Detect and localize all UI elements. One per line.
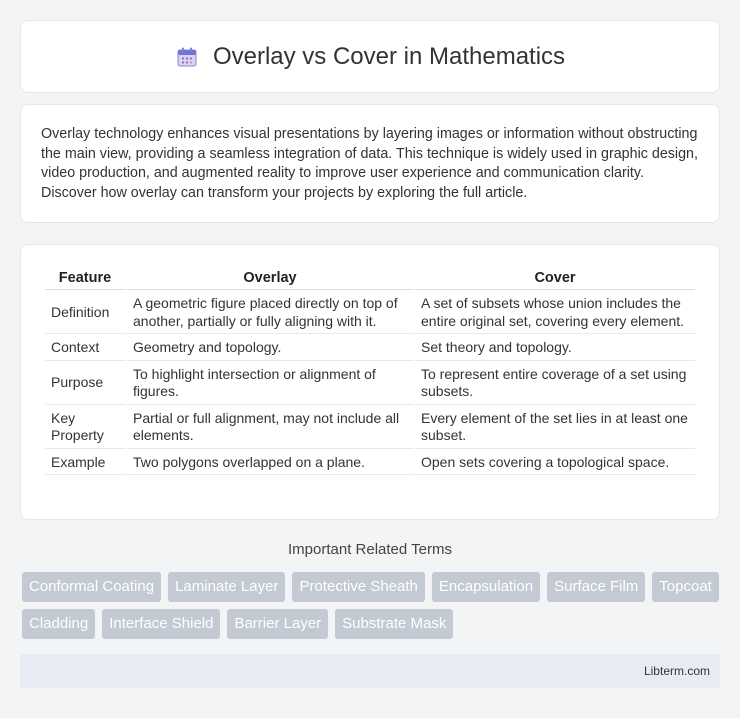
intro-text: Overlay technology enhances visual presentations by layering images or information without obstructing the main view, providing a seamless integration of data. This technique is widely used in graphic design, video production, and augmented reality to improve user experience and communication clarity. Discover how overlay can transform your projects by exploring the full article.: [41, 126, 698, 201]
cell-cover: To represent entire coverage of a set using subsets.: [415, 363, 695, 405]
header-overlay: Overlay: [127, 267, 413, 290]
cell-overlay: Geometry and topology.: [127, 336, 413, 361]
tag-substrate-mask[interactable]: Substrate Mask: [335, 609, 453, 639]
calendar-icon: [175, 45, 199, 69]
tag-cladding[interactable]: Cladding: [22, 609, 95, 639]
cell-overlay: Partial or full alignment, may not include all elements.: [127, 407, 413, 449]
tag-conformal-coating[interactable]: Conformal Coating: [22, 572, 161, 602]
cell-cover: Every element of the set lies in at least one subset.: [415, 407, 695, 449]
comparison-table: [43, 265, 697, 477]
tag-topcoat[interactable]: Topcoat: [652, 572, 719, 602]
cell-feature: Purpose: [45, 363, 125, 405]
cell-overlay: To highlight intersection or alignment of figures.: [127, 363, 413, 405]
cell-feature: Definition: [45, 292, 125, 334]
header-feature: Feature: [45, 267, 125, 290]
tag-barrier-layer[interactable]: Barrier Layer: [227, 609, 328, 639]
table-row: [45, 336, 695, 361]
intro-card: [20, 104, 720, 223]
table-row: [45, 451, 695, 476]
cell-feature: Example: [45, 451, 125, 476]
comparison-card: [20, 244, 720, 520]
tag-protective-sheath[interactable]: Protective Sheath: [292, 572, 424, 602]
cell-feature: Key Property: [45, 407, 125, 449]
related-terms-list: [22, 572, 722, 639]
footer-site-link[interactable]: Libterm.com: [643, 664, 710, 678]
page-title: Overlay vs Cover in Mathematics: [212, 42, 566, 70]
cell-overlay: Two polygons overlapped on a plane.: [127, 451, 413, 476]
footer: [20, 654, 720, 688]
cell-cover: Set theory and topology.: [415, 336, 695, 361]
table-row: [45, 363, 695, 405]
cell-cover: A set of subsets whose union includes the entire original set, covering every element.: [415, 292, 695, 334]
cell-cover: Open sets covering a topological space.: [415, 451, 695, 476]
header-card: [20, 20, 720, 93]
tag-interface-shield[interactable]: Interface Shield: [102, 609, 220, 639]
table-header-row: [45, 267, 695, 290]
tag-surface-film[interactable]: Surface Film: [547, 572, 645, 602]
tag-encapsulation[interactable]: Encapsulation: [432, 572, 540, 602]
cell-overlay: A geometric figure placed directly on top of another, partially or fully aligning with it.: [127, 292, 413, 334]
related-terms-title: Important Related Terms: [288, 541, 452, 558]
cell-feature: Context: [45, 336, 125, 361]
tag-laminate-layer[interactable]: Laminate Layer: [168, 572, 285, 602]
table-row: [45, 292, 695, 334]
table-row: [45, 407, 695, 449]
header-cover: Cover: [415, 267, 695, 290]
